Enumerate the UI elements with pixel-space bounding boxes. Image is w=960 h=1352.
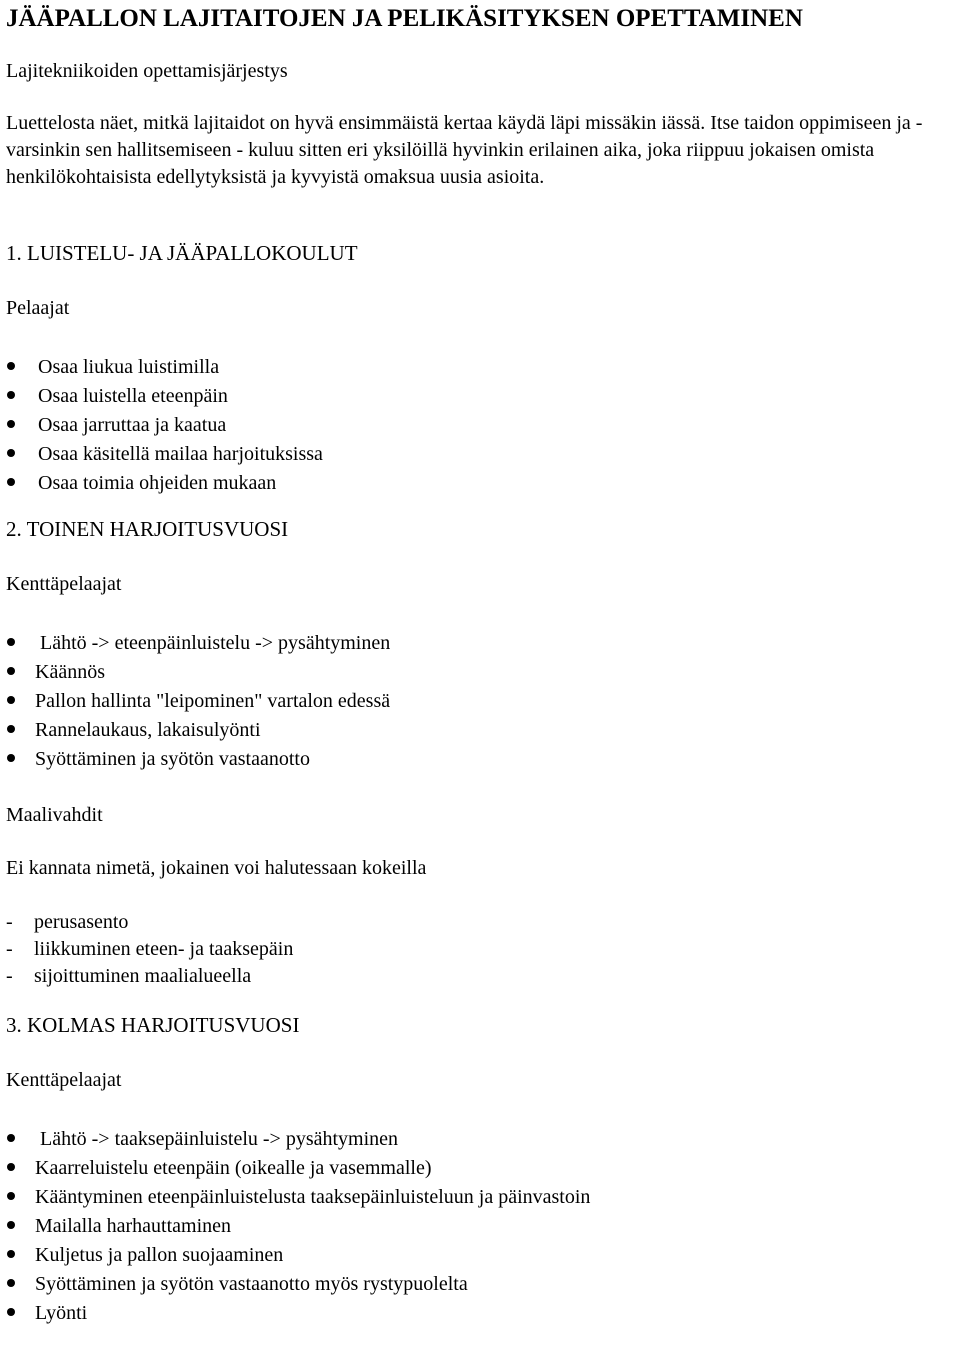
bullet-icon <box>7 449 15 457</box>
list-item-text: Pallon hallinta "leipominen" vartalon edessä <box>35 689 391 712</box>
list-item-text: Mailalla harhauttaminen <box>35 1214 232 1237</box>
list-item <box>6 1299 954 1328</box>
list-item-text: Kuljetus ja pallon suojaaminen <box>35 1243 284 1266</box>
intro-paragraph: Luettelosta näet, mitkä lajitaidot on hyvä ensimmäistä kertaa käydä läpi missäkin iässä. Itse taidon oppimiseen ja - varsinkin sen hallitsemiseen - kuluu sitten eri yksilöillä hyvinkin erilainen aika, joka riippuu jokaisen omista henkilökohtaisista edellytyksistä ja kyvyistä omaksua uusia asioita. <box>6 111 923 189</box>
list-item-text: sijoittuminen maalialueella <box>34 964 252 987</box>
bullet-icon <box>7 754 15 762</box>
list-item <box>6 936 954 963</box>
section-2-list <box>6 629 954 774</box>
goalie-title: Maalivahdit <box>6 803 103 826</box>
list-item-text: Osaa luistella eteenpäin <box>38 384 228 407</box>
document-subtitle: Lajitekniikoiden opettamisjärjestys <box>6 60 288 82</box>
dash-marker: - <box>6 937 13 960</box>
list-item <box>6 440 954 469</box>
bullet-icon <box>7 1192 15 1200</box>
bullet-icon <box>7 696 15 704</box>
bullet-icon <box>7 1163 15 1171</box>
bullet-icon <box>7 638 15 646</box>
list-item-text: Kaarreluistelu eteenpäin (oikealle ja vasemmalle) <box>35 1156 432 1179</box>
list-item <box>6 1241 954 1270</box>
bullet-icon <box>7 667 15 675</box>
bullet-icon <box>7 1134 15 1142</box>
list-item <box>6 382 954 411</box>
section-1-list <box>6 353 954 498</box>
list-item <box>6 716 954 745</box>
list-item <box>6 658 954 687</box>
bullet-icon <box>7 362 15 370</box>
document-title: JÄÄPALLON LAJITAITOJEN JA PELIKÄSITYKSEN OPETTAMINEN <box>6 5 803 32</box>
list-item <box>6 1183 954 1212</box>
list-item <box>6 687 954 716</box>
list-item-text: perusasento <box>34 910 129 933</box>
goalie-list <box>6 909 954 990</box>
list-item-text: Lähtö -> taaksepäinluistelu -> pysähtyminen <box>35 1127 399 1150</box>
section-3-group-title: Kenttäpelaajat <box>6 1069 122 1092</box>
list-item-text: Kääntyminen eteenpäinluistelusta taaksepäinluisteluun ja päinvastoin <box>35 1185 591 1208</box>
list-item-text: Osaa käsitellä mailaa harjoituksissa <box>38 442 323 465</box>
list-item <box>6 629 954 658</box>
bullet-icon <box>7 725 15 733</box>
bullet-icon <box>7 391 15 399</box>
goalie-note: Ei kannata nimetä, jokainen voi halutessaan kokeilla <box>6 857 427 880</box>
list-item-text: Rannelaukaus, lakaisulyönti <box>35 718 261 741</box>
list-item-text: Osaa toimia ohjeiden mukaan <box>38 471 277 494</box>
section-3-heading: 3. KOLMAS HARJOITUSVUOSI <box>6 1012 300 1037</box>
section-2-heading: 2. TOINEN HARJOITUSVUOSI <box>6 516 289 541</box>
bullet-icon <box>7 478 15 486</box>
section-2-group-title: Kenttäpelaajat <box>6 572 122 595</box>
list-item <box>6 909 954 936</box>
list-item <box>6 745 954 774</box>
bullet-icon <box>7 1279 15 1287</box>
list-item <box>6 1212 954 1241</box>
list-item <box>6 1125 954 1154</box>
list-item <box>6 1270 954 1299</box>
list-item-text: Käännös <box>35 660 105 683</box>
list-item-text: Lyönti <box>35 1301 88 1324</box>
list-item-text: liikkuminen eteen- ja taaksepäin <box>34 937 294 960</box>
list-item-text: Osaa liukua luistimilla <box>38 355 220 378</box>
dash-marker: - <box>6 964 13 987</box>
list-item <box>6 411 954 440</box>
bullet-icon <box>7 1308 15 1316</box>
list-item-text: Osaa jarruttaa ja kaatua <box>38 413 227 436</box>
list-item-text: Lähtö -> eteenpäinluistelu -> pysähtyminen <box>35 631 391 654</box>
list-item <box>6 353 954 382</box>
bullet-icon <box>7 1221 15 1229</box>
list-item <box>6 1154 954 1183</box>
bullet-icon <box>7 1250 15 1258</box>
list-item <box>6 963 954 990</box>
list-item <box>6 469 954 498</box>
section-1-heading: 1. LUISTELU- JA JÄÄPALLOKOULUT <box>6 240 358 265</box>
list-item-text: Syöttäminen ja syötön vastaanotto <box>35 747 310 770</box>
bullet-icon <box>7 420 15 428</box>
section-3-list <box>6 1125 954 1328</box>
section-1-group-title: Pelaajat <box>6 297 70 320</box>
list-item-text: Syöttäminen ja syötön vastaanotto myös rystypuolelta <box>35 1272 468 1295</box>
dash-marker: - <box>6 910 13 933</box>
